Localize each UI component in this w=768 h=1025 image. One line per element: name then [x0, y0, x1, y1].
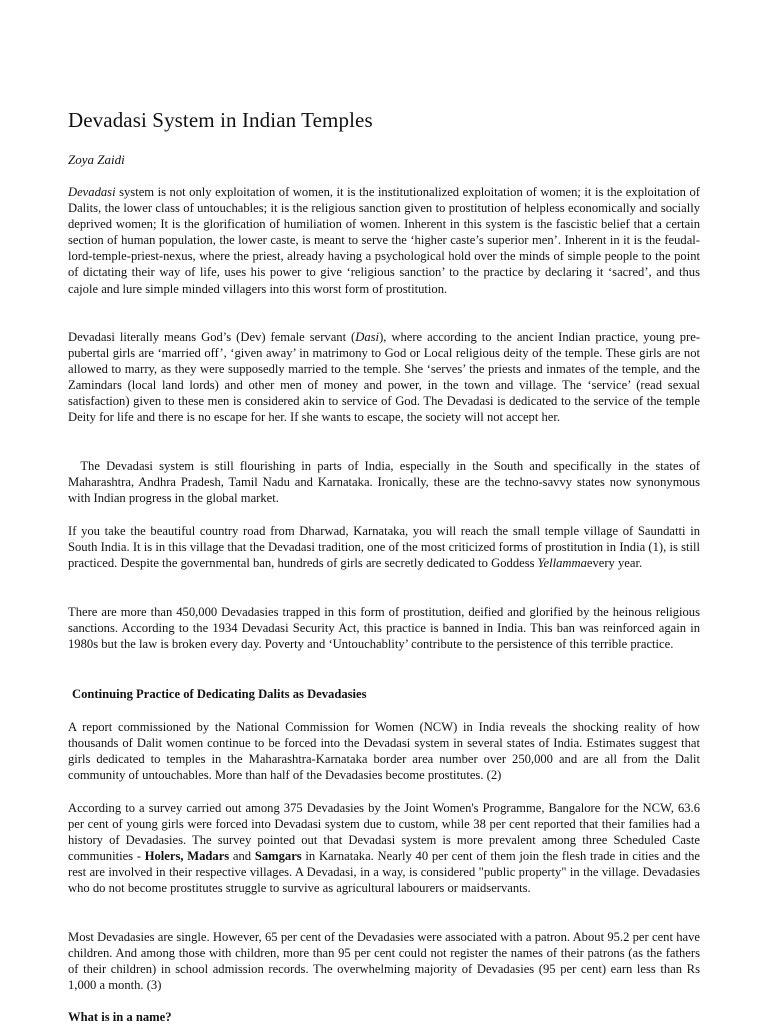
paragraph-text: If you take the beautiful country road from Dharwad, Karnataka, you will reach the small temple village of Saundatti in South India. It is in this village that the Devadasi tradition, one of the most criticized forms of prostitution in India (1), is still practiced. Despite the governmental ban, hundreds of girls are secretly dedicated to Goddess: [68, 524, 700, 571]
paragraph-single: Most Devadasies are single. However, 65 per cent of the Devadasies were associated with a patron. About 95.2 per cent have children. And among those with children, more than 95 per cent could not register the names of their patrons (as the fathers of their children) in school admission records. The overwhelming majority of Devadasies (95 per cent) earn less than Rs 1,000 a month. (3): [68, 930, 700, 993]
paragraph-survey: [68, 800, 700, 897]
paragraph-meaning: [68, 329, 700, 426]
paragraph-text: ), where according to the ancient Indian practice, young pre-pubertal girls are ‘married off’, ‘given away’ in matrimony to God or Local religious deity of the temple. These girls are not allowed to marry, as they were supposedly married to the temple. She ‘serves’ the priests and inmates of the temple, and the Zamindars (local land lords) and other men of money and power, in the town and village. The ‘service’ (read sexual satisfaction) given to these men is considered akin to service of God. The Devadasi is dedicated to the service of the temple Deity for life and there is no escape for her. If she wants to escape, the society will not accept her.: [68, 330, 701, 425]
paragraph-intro: [68, 184, 700, 297]
paragraph-text: and: [229, 849, 255, 864]
bold-term: Samgars: [254, 849, 302, 864]
bold-term: Holers, Madars: [144, 849, 230, 864]
paragraph-states: The Devadasi system is still flourishing in parts of India, especially in the South and specifically in the states of Maharashtra, Andhra Pradesh, Tamil Nadu and Karnataka. Ironically, these are the techno-savvy states now synonymous with Indian progress in the global market.: [68, 459, 704, 506]
section-heading: What is in a name?: [68, 1010, 172, 1024]
emphasis-term: Dasi: [355, 330, 380, 344]
emphasis-term: Yellamma: [537, 556, 587, 571]
paragraph-text: every year.: [586, 556, 643, 571]
paragraph-text: system is not only exploitation of women, it is the institutionalized exploitation of women; it is the exploitation of Dalits, the lower class of untouchables; it is the religious sanction given to prostitution of helpless economically and socially deprived women; It is the glorification of humiliation of women. Inherent in this system is the fascistic belief that a certain section of human population, the lower caste, is meant to serve the ‘higher caste’s superior men’. Inherent in it is the feudal-lord-temple-priest-nexus, where the priest, already having a psychological hold over the minds of simple people to the point of dictating their way of life, uses his power to give ‘religious sanction’ to the practice by declaring it ‘sacred’, and thus cajole and lure simple minded villagers into this worst form of prostitution.: [68, 185, 700, 296]
author-name: Zoya Zaidi: [68, 152, 125, 167]
paragraph-saundatti: [68, 523, 700, 571]
page-title: Devadasi System in Indian Temples: [68, 108, 373, 132]
emphasis-term: Devadasi: [68, 185, 116, 199]
paragraph-text: Devadasi literally means God’s (Dev) female servant (: [68, 330, 356, 344]
paragraph-statistics: There are more than 450,000 Devadasies trapped in this form of prostitution, deified and glorified by the heinous religious sanctions. According to the 1934 Devadasi Security Act, this practice is banned in India. This ban was reinforced again in 1980s but the law is broken every day. Poverty and ‘Untouchablity’ contribute to the persistence of this terrible practice.: [68, 605, 700, 652]
paragraph-text: in Karnataka. Nearly 40 per cent of them join the flesh trade in cities and the rest are involved in their respective villages. A Devadasi, in a way, is considered "public property" in the village. Devadasies who do not become prostitutes struggle to survive as agricultural labourers or maidservants.: [68, 849, 700, 896]
paragraph-text: According to a survey carried out among 375 Devadasies by the Joint Women's Programme, Bangalore for the NCW, 63.6 per cent of young girls were forced into Devadasi system due to custom, while 38 per cent reported that their families had a history of Devadasies. The survey pointed out that Devadasi system is more prevalent among three Scheduled Caste communities -: [68, 801, 700, 864]
section-heading: Continuing Practice of Dedicating Dalits as Devadasies: [72, 687, 367, 701]
paragraph-ncw-report: A report commissioned by the National Commission for Women (NCW) in India reveals the shocking reality of how thousands of Dalit women continue to be forced into the Devadasi system in several states of India. Estimates suggest that girls dedicated to temples in the Maharashtra-Karnataka border area number over 250,000 and are all from the Dalit community of untouchables. More than half of the Devadasies become prostitutes. (2): [68, 720, 700, 783]
